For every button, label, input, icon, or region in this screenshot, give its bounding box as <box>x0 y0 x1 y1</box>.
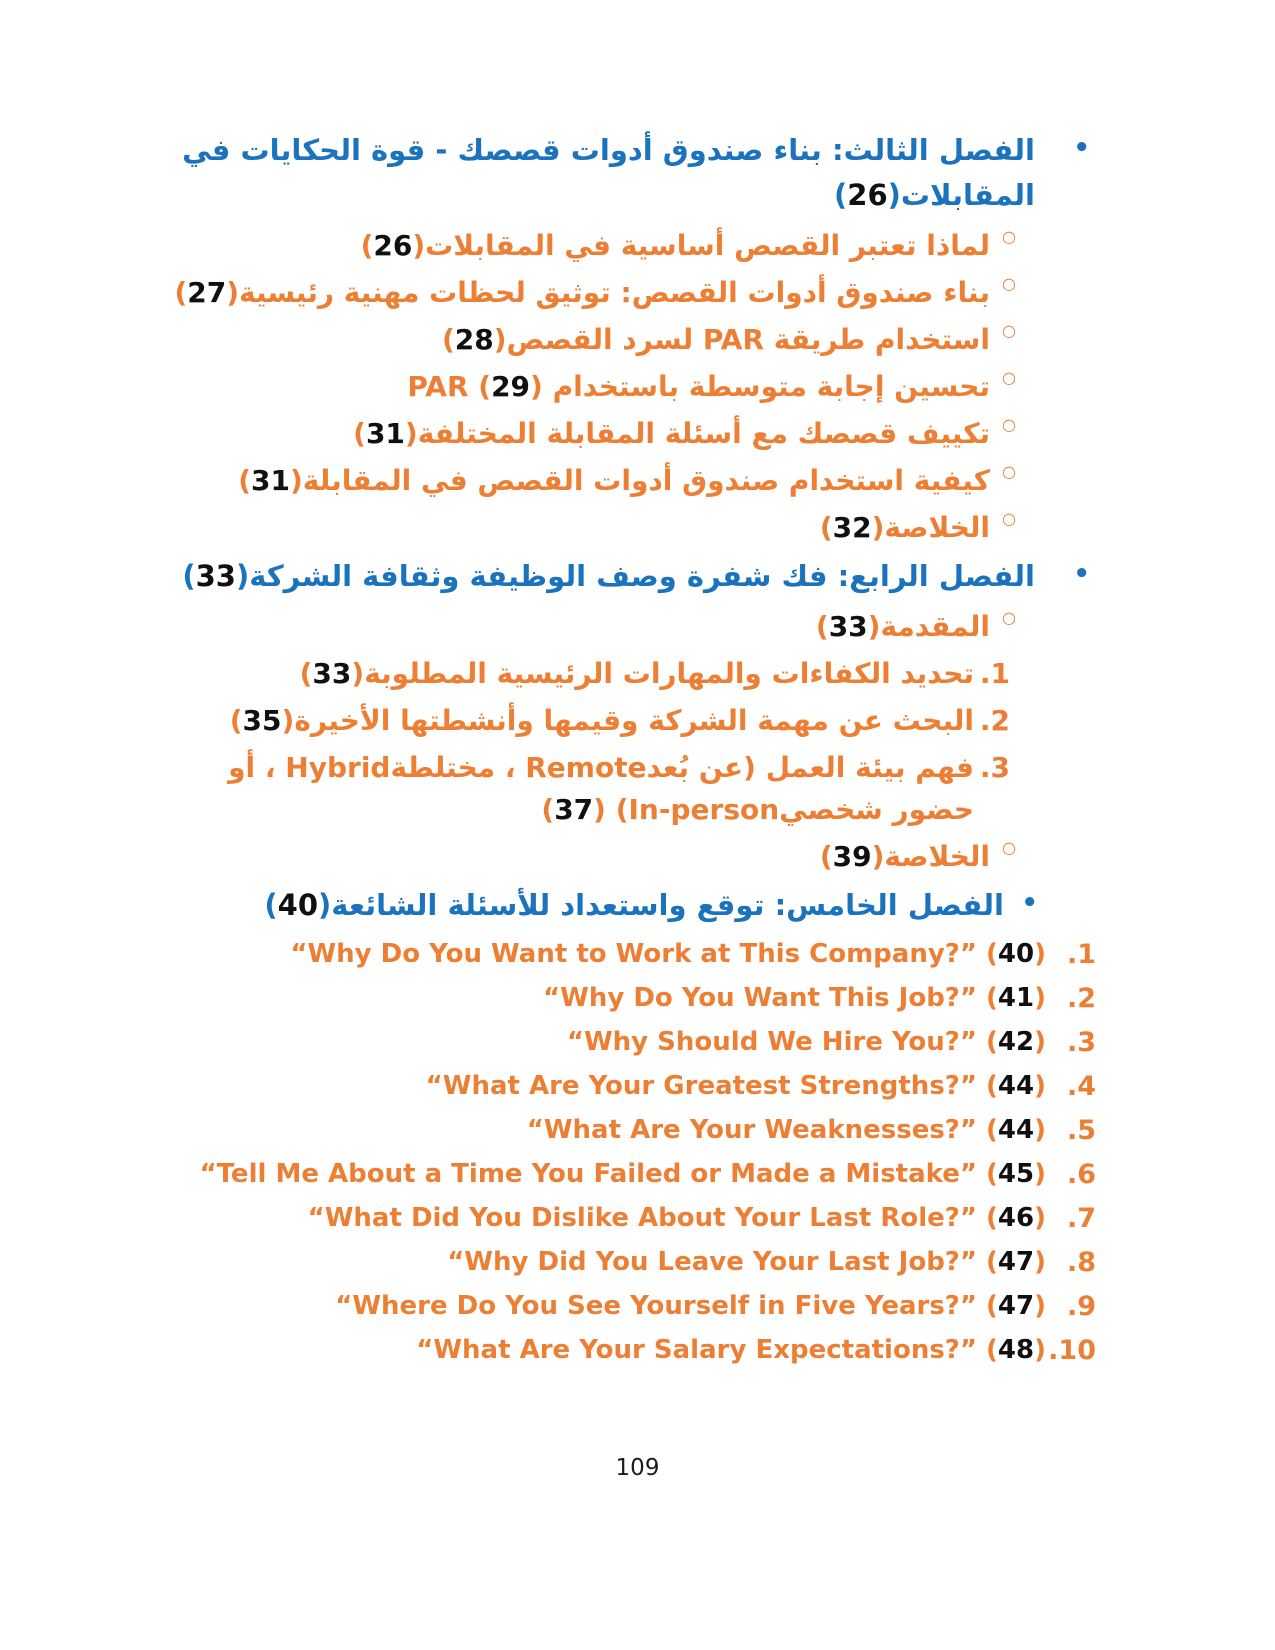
open-paren-text: ( <box>174 275 188 309</box>
close-paren-text: ) <box>281 703 295 737</box>
toc-entry-title: “What Are Your Salary Expectations?” <box>416 1334 987 1365</box>
toc-entry-title: كيفية استخدام صندوق أدوات القصص في المقابلة <box>302 463 990 497</box>
toc-item <box>155 606 1090 648</box>
toc-entry-link[interactable] <box>426 1071 1046 1101</box>
list-bullet: ○ <box>1002 837 1016 857</box>
close-paren-text: ) <box>1034 1114 1046 1145</box>
toc-entry-page-number: 32 <box>832 510 872 544</box>
list-bullet: 2. <box>1066 982 1096 1014</box>
open-paren-text: ( <box>986 1334 998 1365</box>
list-bullet: 4. <box>1066 1070 1096 1102</box>
toc-entry-title: المقدمة <box>880 609 990 643</box>
close-paren-text: ) <box>226 275 240 309</box>
toc-entry-page-ref <box>541 793 606 826</box>
toc-entry-page-ref <box>238 464 303 497</box>
close-paren-text: ) <box>593 792 606 826</box>
list-bullet: 3. <box>979 750 1010 784</box>
toc-entry-page-ref <box>986 1247 1046 1277</box>
toc-entry-link[interactable] <box>230 704 974 737</box>
toc-entry-title: الفصل الثالث: بناء صندوق أدوات قصصك - قوة الحكايات في المقابلات <box>182 133 1035 212</box>
toc-entry-page-number: 35 <box>242 703 282 737</box>
toc-entry-page-number: 26 <box>847 177 888 212</box>
close-paren-text: ) <box>318 887 332 922</box>
toc-entry-page-ref <box>986 1027 1046 1057</box>
toc-entry-page-number: 40 <box>997 938 1035 969</box>
list-bullet: 2. <box>979 703 1010 737</box>
toc-entry-link[interactable] <box>182 559 1035 593</box>
toc-item <box>155 1331 1096 1370</box>
toc-entry-page-number: 45 <box>997 1158 1035 1189</box>
toc-item <box>155 554 1090 599</box>
toc-entry-page-number: 26 <box>373 228 413 262</box>
toc-entry-page-ref <box>230 704 295 737</box>
toc-item <box>155 935 1096 974</box>
list-bullet: ○ <box>1002 367 1016 387</box>
toc-entry-page-number: 46 <box>997 1202 1035 1233</box>
toc-entry-page-number: 47 <box>997 1290 1035 1321</box>
toc-entry-page-ref <box>986 1291 1046 1321</box>
toc-entry-title: الفصل الرابع: فك شفرة وصف الوظيفة وثقافة الشركة <box>249 558 1035 593</box>
close-paren-text: ) <box>1034 1202 1046 1233</box>
toc-entry-link[interactable] <box>416 1335 1046 1365</box>
list-bullet: ○ <box>1002 607 1016 627</box>
open-paren-text: ( <box>986 1290 998 1321</box>
toc-entry-page-number: 29 <box>491 369 531 403</box>
toc-entry-page-number: 44 <box>997 1114 1035 1145</box>
toc-entry-title: لماذا تعتبر القصص أساسية في المقابلات <box>425 228 990 262</box>
toc-entry-page-number: 33 <box>828 609 868 643</box>
toc-item <box>155 413 1090 455</box>
toc-item <box>155 700 1090 742</box>
toc-entry-title: “What Are Your Weaknesses?” <box>526 1114 987 1145</box>
list-bullet: ○ <box>1002 226 1016 246</box>
list-bullet: ○ <box>1002 273 1016 293</box>
close-paren-text: ) <box>235 558 250 593</box>
close-paren-text: ) <box>887 177 901 212</box>
close-paren-text: ) <box>1034 1334 1046 1365</box>
toc-entry-link[interactable] <box>238 464 990 497</box>
open-paren-text: ( <box>264 887 278 922</box>
toc-entry-page-number: 41 <box>997 982 1035 1013</box>
list-bullet: • <box>1073 558 1090 589</box>
open-paren-text: ( <box>353 416 366 450</box>
toc-entry-link[interactable] <box>820 511 990 544</box>
open-paren-text: ( <box>986 1114 998 1145</box>
toc-entry-page-ref <box>442 323 507 356</box>
toc-item <box>155 747 1090 831</box>
list-bullet: • <box>1021 887 1038 918</box>
toc-item <box>155 507 1090 549</box>
close-paren-text: ) <box>290 463 303 497</box>
toc-item <box>155 460 1090 502</box>
open-paren-text: ( <box>238 463 252 497</box>
open-paren-text: ( <box>478 369 492 403</box>
list-bullet: 6. <box>1066 1158 1096 1190</box>
toc-entry-link[interactable] <box>182 133 1035 212</box>
toc-entry-link[interactable] <box>543 983 1046 1013</box>
open-paren-text: ( <box>182 558 196 593</box>
toc-entry-page-number: 40 <box>277 887 319 922</box>
toc-entry-link[interactable] <box>290 939 1046 969</box>
open-paren-text: ( <box>441 322 455 356</box>
toc-item <box>155 272 1090 314</box>
open-paren-text: ( <box>986 1246 998 1277</box>
toc-entry-title: “Why Do You Want to Work at This Company?” <box>290 938 987 969</box>
toc-entry-link[interactable] <box>228 751 974 826</box>
open-paren-text: ( <box>360 228 374 262</box>
toc-entry-title: “What Did You Dislike About Your Last Role?” <box>307 1202 987 1233</box>
close-paren-text: ) <box>351 656 365 690</box>
open-paren-text: ( <box>986 1158 998 1189</box>
toc-entry-link[interactable] <box>447 1247 1046 1277</box>
toc-entry-title: الخلاصة <box>884 839 990 873</box>
toc-entry-page-number: 33 <box>195 558 236 593</box>
toc-entry-page-ref <box>174 276 239 309</box>
close-paren-text: ) <box>1034 982 1046 1013</box>
list-bullet: ○ <box>1002 508 1016 528</box>
close-paren-text: ) <box>530 369 543 403</box>
toc-entry-link[interactable] <box>300 657 974 690</box>
toc-entry-page-ref <box>834 178 901 212</box>
close-paren-text: ) <box>493 322 507 356</box>
open-paren-text: ( <box>834 177 848 212</box>
toc-entry-page-number: 28 <box>454 322 494 356</box>
toc-entry-page-number: 37 <box>554 792 594 826</box>
open-paren-text: ( <box>299 656 313 690</box>
toc-item <box>155 225 1090 267</box>
toc-entry-page-number: 44 <box>997 1070 1035 1101</box>
toc-entry-page-number: 31 <box>365 416 405 450</box>
toc-entry-link[interactable] <box>442 323 990 356</box>
toc-entry-title: “Why Did You Leave Your Last Job?” <box>447 1246 987 1277</box>
toc-item <box>155 1067 1096 1106</box>
page-number: 109 <box>615 1455 660 1481</box>
toc-entry-title: “Why Should We Hire You?” <box>566 1026 987 1057</box>
toc-item <box>155 1243 1096 1282</box>
open-paren-text: ( <box>986 1070 998 1101</box>
open-paren-text: ( <box>986 1026 998 1057</box>
toc-entry-page-number: 27 <box>187 275 227 309</box>
toc-entry-page-ref <box>264 888 331 922</box>
open-paren-text: ( <box>986 982 998 1013</box>
toc-entry-title: استخدام طريقة PAR لسرد القصص <box>506 322 990 356</box>
open-paren-text: ( <box>819 510 833 544</box>
open-paren-text: ( <box>815 609 829 643</box>
toc-entry-link[interactable] <box>527 1115 1046 1145</box>
toc-entry-title: البحث عن مهمة الشركة وقيمها وأنشطتها الأخيرة <box>294 703 974 737</box>
toc-entry-page-ref <box>986 1335 1046 1365</box>
toc-entry-page-ref <box>986 1071 1046 1101</box>
toc-item <box>155 653 1090 695</box>
toc-entry-link[interactable] <box>174 276 990 309</box>
toc-entry-link[interactable] <box>820 840 990 873</box>
toc-entry-page-ref <box>478 370 543 403</box>
toc-entry-page-number: 47 <box>997 1246 1035 1277</box>
toc-entry-page-ref <box>986 939 1046 969</box>
toc-entry-page-ref <box>986 1115 1046 1145</box>
toc-entry-page-number: 31 <box>251 463 290 497</box>
close-paren-text: ) <box>1034 1026 1046 1057</box>
close-paren-text: ) <box>412 228 426 262</box>
toc-item <box>155 1155 1096 1194</box>
open-paren-text: ( <box>541 792 555 826</box>
list-bullet: 7. <box>1066 1202 1096 1234</box>
toc-entry-link[interactable] <box>407 370 990 403</box>
toc-entry-page-ref <box>986 1203 1046 1233</box>
page-footer <box>0 1455 1275 1481</box>
toc-entry-title: فهم بيئة العمل (عن بُعدRemote ، مختلطةHybrid ، أو حضور شخصيIn-person) <box>228 750 974 826</box>
toc-entry-link[interactable] <box>567 1027 1046 1057</box>
toc-entry-page-ref <box>820 511 885 544</box>
toc-entry-page-ref <box>816 610 881 643</box>
list-bullet: ○ <box>1002 461 1016 481</box>
toc-entry-link[interactable] <box>353 417 990 450</box>
toc-entry-title: “Where Do You See Yourself in Five Years?” <box>335 1290 987 1321</box>
toc-entry-link[interactable] <box>816 610 990 643</box>
toc-entry-link[interactable] <box>361 229 990 262</box>
list-bullet: 10. <box>1048 1334 1096 1366</box>
toc-entry-page-number: 33 <box>312 656 352 690</box>
toc-item <box>155 366 1090 408</box>
toc-item <box>155 319 1090 361</box>
open-paren-text: ( <box>986 1202 998 1233</box>
toc-entry-link[interactable] <box>264 888 1004 922</box>
toc-entry-title: تحديد الكفاءات والمهارات الرئيسية المطلوبة <box>364 656 974 690</box>
toc-entry-title: الخلاصة <box>884 510 990 544</box>
list-bullet: ○ <box>1002 320 1016 340</box>
open-paren-text: ( <box>986 938 998 969</box>
toc-entry-title: “Tell Me About a Time You Failed or Made a Mistake” <box>199 1158 987 1189</box>
list-bullet: 1. <box>979 656 1010 690</box>
close-paren-text: ) <box>404 416 418 450</box>
list-bullet: • <box>1073 133 1090 163</box>
toc-entry-page-ref <box>820 840 885 873</box>
toc-entry-page-ref <box>353 417 418 450</box>
open-paren-text: ( <box>819 839 833 873</box>
toc-entry-title: “What Are Your Greatest Strengths?” <box>425 1070 987 1101</box>
close-paren-text: ) <box>1034 1070 1046 1101</box>
toc-entry-title: بناء صندوق أدوات القصص: توثيق لحظات مهنية رئيسية <box>239 275 990 309</box>
toc-entry-page-number: 39 <box>832 839 872 873</box>
list-bullet: 3. <box>1066 1026 1096 1058</box>
table-of-contents <box>155 128 1096 1375</box>
close-paren-text: ) <box>871 510 885 544</box>
toc-item <box>155 1287 1096 1326</box>
close-paren-text: ) <box>1034 1158 1046 1189</box>
close-paren-text: ) <box>871 839 885 873</box>
list-bullet: ○ <box>1002 414 1016 434</box>
toc-item <box>155 128 1090 218</box>
close-paren-text: ) <box>867 609 881 643</box>
list-bullet: 8. <box>1066 1246 1096 1278</box>
toc-entry-page-ref <box>986 983 1046 1013</box>
toc-entry-link[interactable] <box>308 1203 1046 1233</box>
close-paren-text: ) <box>1034 1246 1046 1277</box>
toc-entry-page-ref <box>300 657 365 690</box>
toc-entry-link[interactable] <box>335 1291 1046 1321</box>
toc-entry-title: الفصل الخامس: توقع واستعداد للأسئلة الشائعة <box>331 887 1004 922</box>
close-paren-text: ) <box>1034 1290 1046 1321</box>
toc-item <box>155 1199 1096 1238</box>
toc-entry-page-number: 48 <box>997 1334 1035 1365</box>
toc-entry-page-number: 42 <box>997 1026 1035 1057</box>
toc-entry-title: تحسين إجابة متوسطة باستخدام PAR <box>407 369 990 403</box>
open-paren-text: ( <box>229 703 243 737</box>
toc-item <box>155 979 1096 1018</box>
toc-entry-page-ref <box>361 229 426 262</box>
toc-item <box>155 836 1090 878</box>
list-bullet: 5. <box>1066 1114 1096 1146</box>
toc-entry-page-ref <box>182 559 249 593</box>
toc-entry-title: “Why Do You Want This Job?” <box>543 982 987 1013</box>
toc-entry-link[interactable] <box>200 1159 1046 1189</box>
toc-entry-page-ref <box>986 1159 1046 1189</box>
toc-item <box>155 1111 1096 1150</box>
toc-item <box>155 883 1090 928</box>
toc-item <box>155 1023 1096 1062</box>
list-bullet: 9. <box>1066 1290 1096 1322</box>
toc-entry-title: تكييف قصصك مع أسئلة المقابلة المختلفة <box>417 416 990 450</box>
list-bullet: 1. <box>1066 938 1096 970</box>
close-paren-text: ) <box>1034 938 1046 969</box>
